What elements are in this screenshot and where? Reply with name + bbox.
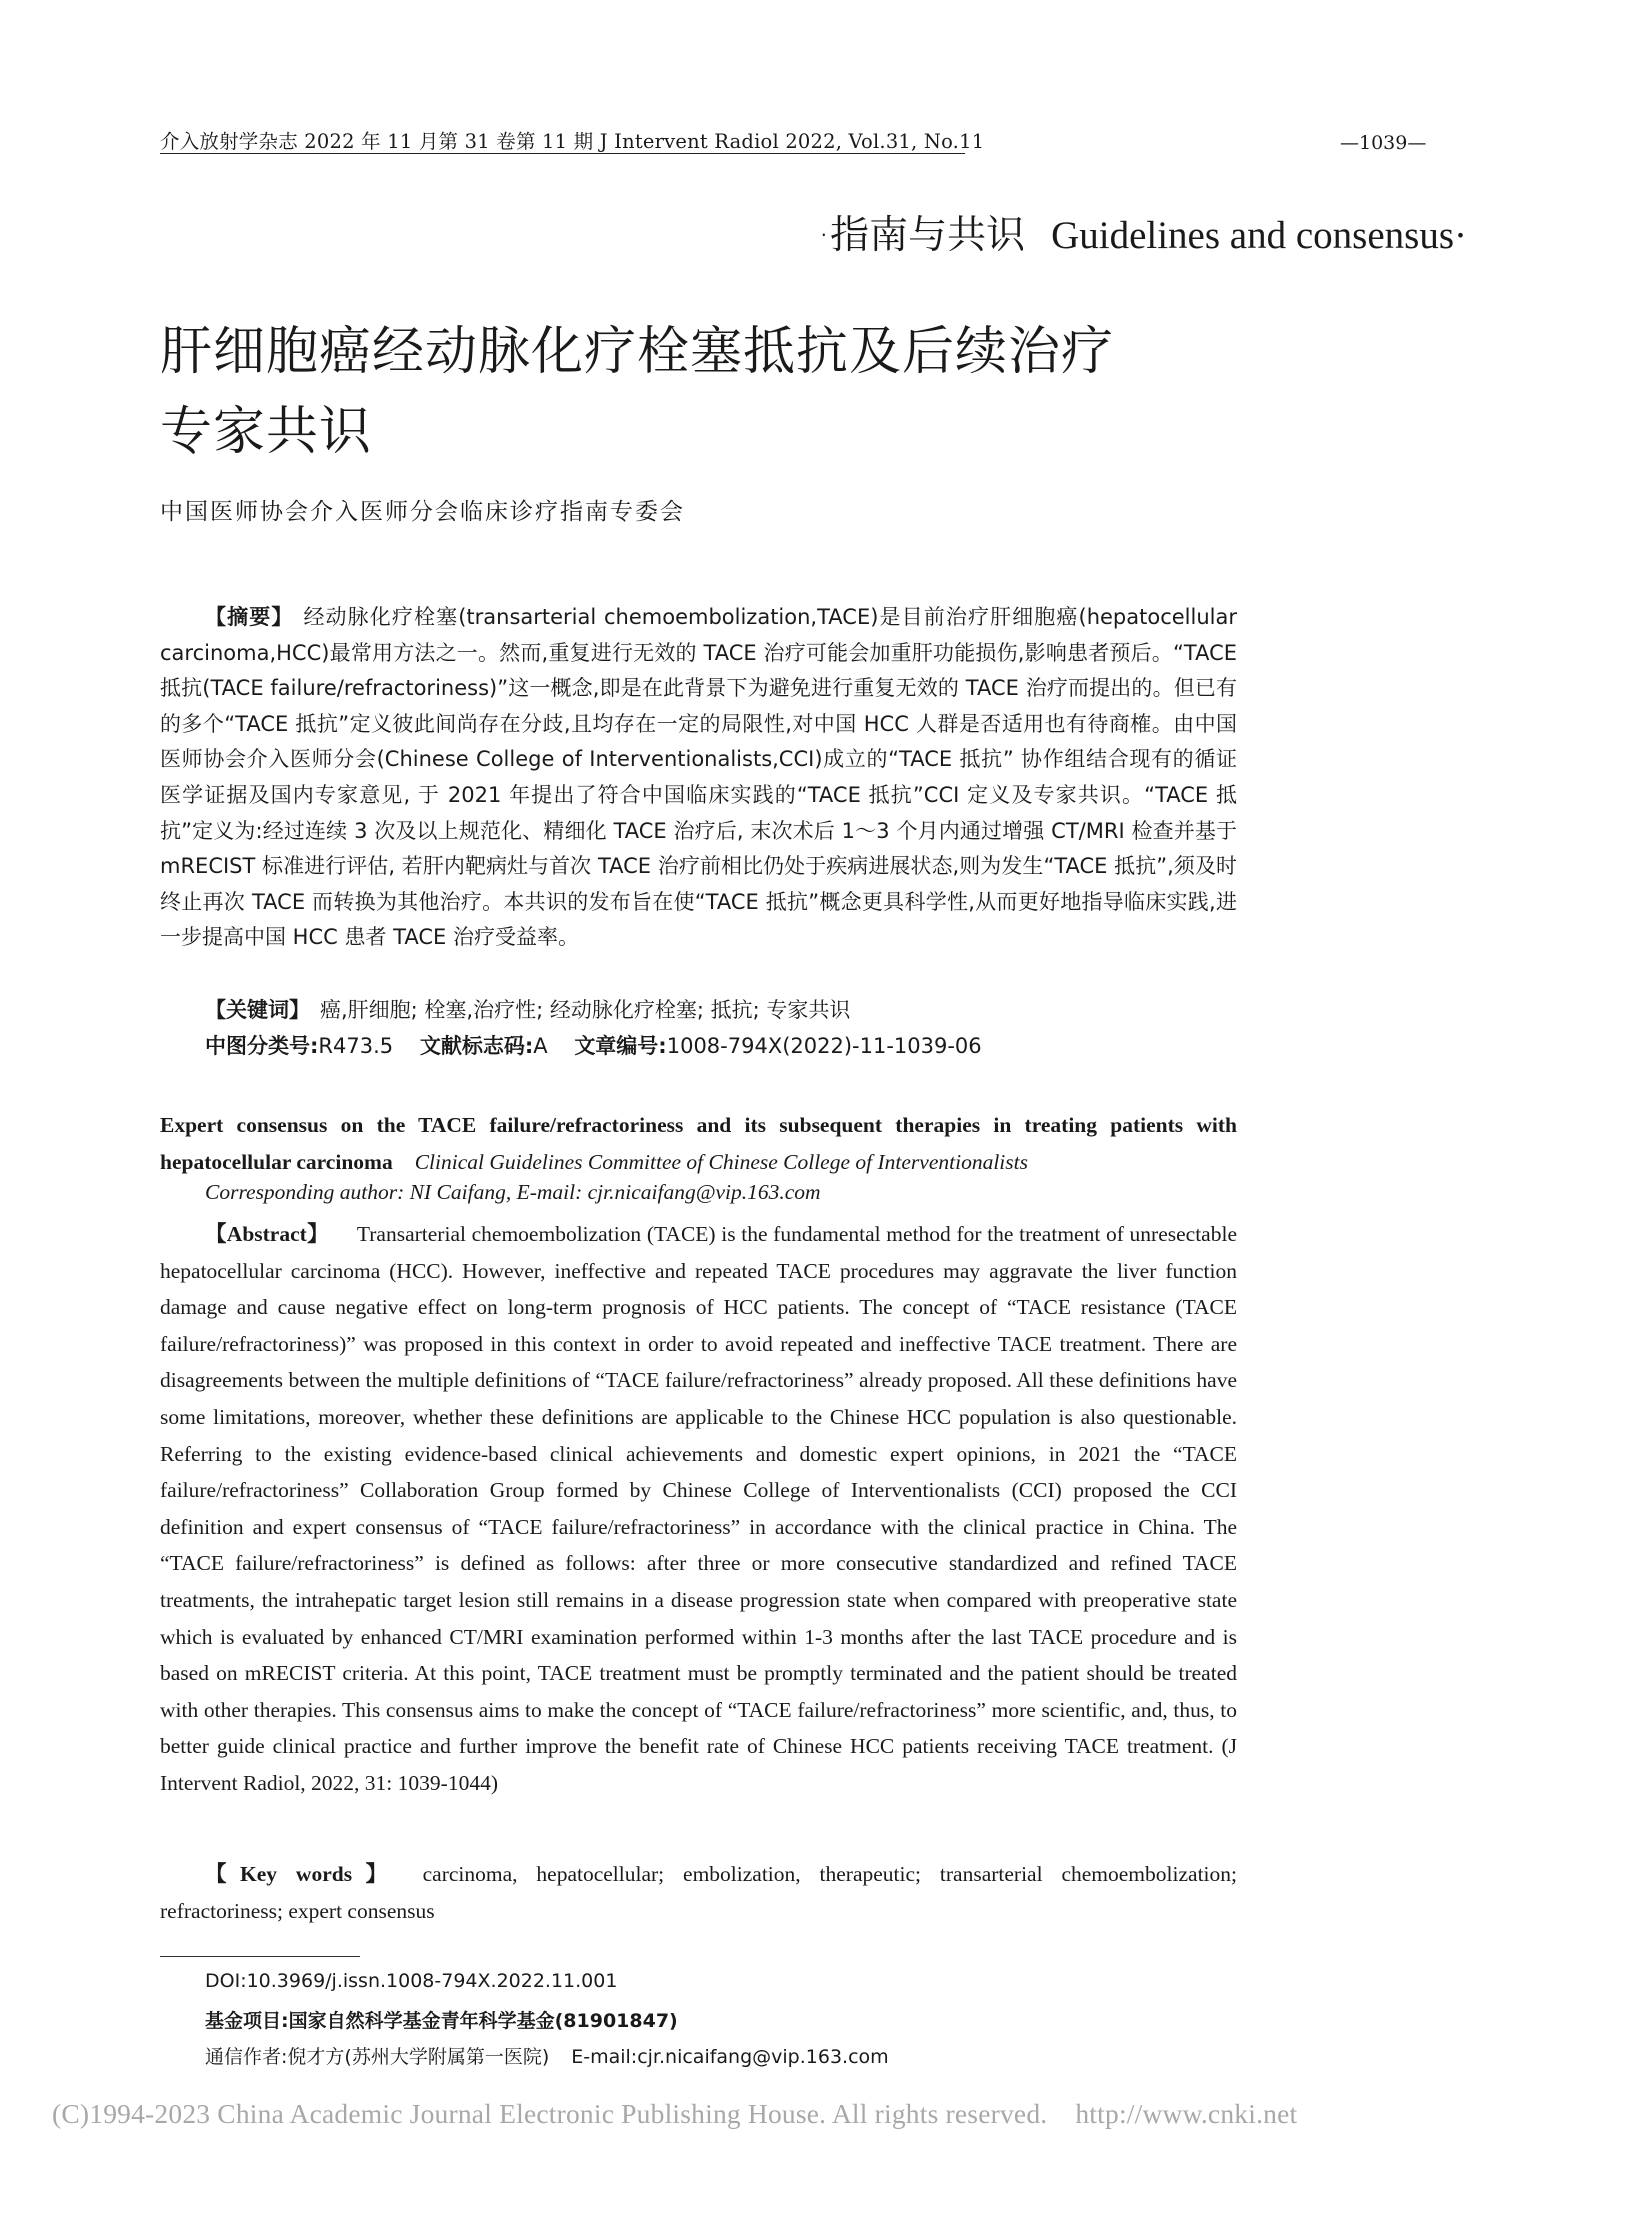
footnote-corr-email: E-mail:cjr.nicaifang@vip.163.com (571, 2046, 889, 2068)
abstract-cn-text: 经动脉化疗栓塞(transarterial chemoembolization,TACE)是目前治疗肝细胞癌(hepatocellular carcinoma,HCC)最常用方法之一。然而,重复进行无效的 TACE 治疗可能会加重肝功能损伤,影响患者预后。“TACE 抵抗(TACE failure/refractoriness)”这一概念,即是在此背景下为避免进行重复无效的 TACE 治疗而提出的。但已有的多个“TACE 抵抗”定义彼此间尚存在分歧,且均存在一定的局限性,对中国 HCC 人群是否适用也有待商榷。由中国医师协会介入医师分会(Chinese College of Interventionalists,CCI)成立的“TACE 抵抗” 协作组结合现有的循证医学证据及国内专家意见, 于 2021 年提出了符合中国临床实践的“TACE 抵抗”CCI 定义及专家共识。“TACE 抵抗”定义为:经过连续 3 次及以上规范化、精细化 TACE 治疗后, 末次术后 1～3 个月内通过增强 CT/MRI 检查并基于 mRECIST 标准进行评估, 若肝内靶病灶与首次 TACE 治疗前相比仍处于疾病进展状态,则为发生“TACE 抵抗”,须及时终止再次 TACE 而转换为其他治疗。本共识的发布旨在使“TACE 抵抗”概念更具科学性,从而更好地指导临床实践,进一步提高中国 HCC 患者 TACE 治疗受益率。 (160, 605, 1237, 950)
english-authors: Clinical Guidelines Committee of Chinese College of Interventionalists (414, 1149, 1028, 1174)
keywords-cn-label: 【关键词】 (205, 998, 310, 1022)
footnote-funding: 基金项目:国家自然科学基金青年科学基金(81901847) (205, 2010, 678, 2032)
doc-code-label: 文献标志码: (419, 1034, 534, 1058)
copyright-watermark (52, 2098, 1297, 2130)
abstract-en (160, 1216, 1237, 1802)
footnote-corr-person: 通信作者:倪才方(苏州大学附属第一医院) (205, 2046, 550, 2068)
clc-value: R473.5 (318, 1034, 394, 1058)
column-label-cn: ·指南与共识 (817, 213, 1026, 258)
abstract-cn (160, 600, 1237, 956)
english-title: Expert consensus on the TACE failure/refractoriness and its subsequent therapies in treating patients with hepatocellular carcinoma (160, 1113, 1237, 1174)
footnote-corresponding (205, 2042, 889, 2069)
watermark-copyright: (C)1994-2023 China Academic Journal Electronic Publishing House. All rights reserved. (52, 2098, 1048, 2129)
page-number: —1039— (1340, 132, 1427, 154)
author-group-cn: 中国医师协会介入医师分会临床诊疗指南专委会 (160, 499, 685, 525)
footnote-doi: DOI:10.3969/j.issn.1008-794X.2022.11.001 (205, 1970, 618, 1992)
column-label-en: Guidelines and consensus· (1051, 214, 1467, 257)
keywords-cn-text: 癌,肝细胞; 栓塞,治疗性; 经动脉化疗栓塞; 抵抗; 专家共识 (320, 998, 851, 1022)
abstract-en-text: Transarterial chemoembolization (TACE) is the fundamental method for the treatment of unresectable hepatocellular carcinoma (HCC). However, ineffective and repeated TACE procedures may aggravate the liver function damage and cause negative effect on long-term prognosis of HCC patients. The concept of “TACE resistance (TACE failure/refractoriness)” was proposed in this context in order to avoid repeated and ineffective TACE treatment. There are disagreements between the multiple definitions of “TACE failure/refractoriness” already proposed. All these definitions have some limitations, moreover, whether these definitions are applicable to the Chinese HCC population is also questionable. Referring to the existing evidence-based clinical achievements and domestic expert opinions, in 2021 the “TACE failure/refractoriness” Collaboration Group formed by Chinese College of Interventionalists (CCI) proposed the CCI definition and expert consensus of “TACE failure/refractoriness” in accordance with the clinical practice in China. The “TACE failure/refractoriness” is defined as follows: after three or more consecutive standardized and refined TACE treatments, the intrahepatic target lesion still remains in a disease progression state when compared with preoperative state which is evaluated by enhanced CT/MRI examination performed within 1-3 months after the last TACE procedure and is based on mRECIST criteria. At this point, TACE treatment must be promptly terminated and the patient should be treated with other therapies. This consensus aims to make the concept of “TACE failure/refractoriness” more scientific, and, thus, to better guide clinical practice and further improve the benefit rate of Chinese HCC patients receiving TACE treatment. (J Intervent Radiol, 2022, 31: 1039-1044) (160, 1222, 1237, 1795)
abstract-cn-label: 【摘要】 (205, 605, 294, 629)
running-header: 介入放射学杂志 2022 年 11 月第 31 卷第 11 期 J Intervent Radiol 2022, Vol.31, No.11 (160, 130, 985, 153)
abstract-en-label: 【Abstract】 (205, 1222, 329, 1246)
keywords-en-label: 【Key words】 (205, 1862, 401, 1886)
doc-code-value: A (533, 1034, 548, 1058)
corresponding-author: Corresponding author: NI Caifang, E-mail: cjr.nicaifang@vip.163.com (205, 1180, 821, 1204)
page-title (160, 312, 1260, 472)
article-no-label: 文章编号: (574, 1034, 667, 1058)
footnote-rule (160, 1956, 360, 1957)
classification-line (205, 1030, 982, 1060)
english-title-block (160, 1107, 1237, 1180)
title-line-1: 肝细胞癌经动脉化疗栓塞抵抗及后续治疗 (160, 322, 1115, 382)
keywords-en-text: carcinoma, hepatocellular; embolization, therapeutic; transarterial chemoembolization; refractoriness; expert consensus (160, 1862, 1237, 1923)
keywords-cn (160, 993, 1237, 1029)
header-rule (160, 153, 965, 154)
clc-label: 中图分类号: (205, 1034, 319, 1058)
keywords-en (160, 1856, 1237, 1929)
title-line-2: 专家共识 (160, 402, 373, 462)
column-label (818, 204, 1467, 260)
article-no-value: 1008-794X(2022)-11-1039-06 (666, 1034, 982, 1058)
watermark-url: http://www.cnki.net (1075, 2098, 1298, 2129)
